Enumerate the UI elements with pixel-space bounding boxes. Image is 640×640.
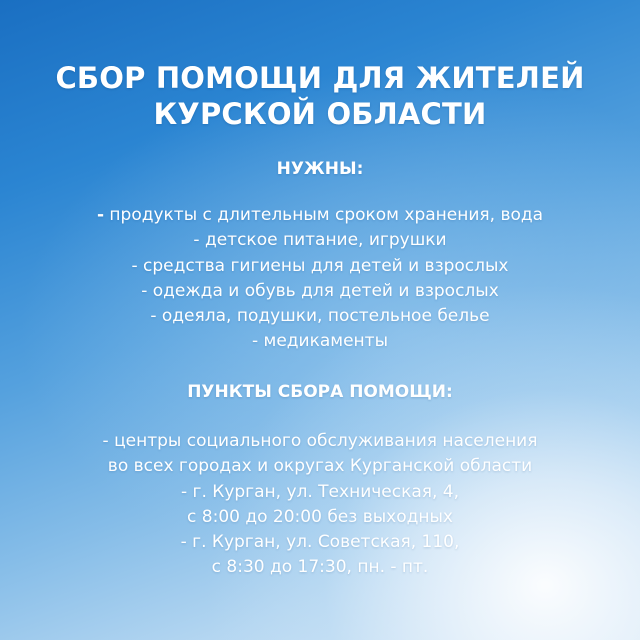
collection-points-heading: ПУНКТЫ СБОРА ПОМОЩИ: (187, 382, 453, 402)
collection-points-list (0, 429, 640, 581)
list-item: - одежда и обувь для детей и взрослых (141, 280, 499, 301)
address-line: с 8:30 до 17:30, пн. - пт. (211, 557, 429, 578)
address-line: - г. Курган, ул. Советская, 110, (180, 532, 460, 553)
list-item: - средства гигиены для детей и взрослых (131, 255, 509, 276)
list-item: - детское питание, игрушки (193, 230, 447, 251)
poster-title (0, 60, 640, 132)
title-line-2: КУРСКОЙ ОБЛАСТИ (153, 97, 487, 131)
needs-heading: НУЖНЫ: (276, 159, 364, 179)
address-line: - центры социального обслуживания населения (102, 431, 538, 451)
address-line: с 8:00 до 20:00 без выходных (187, 506, 453, 527)
list-item: - медикаменты (251, 331, 389, 352)
title-line-1: СБОР ПОМОЩИ ДЛЯ ЖИТЕЛЕЙ (55, 61, 585, 95)
list-item: - одеяла, подушки, постельное белье (150, 306, 490, 327)
list-dash: - (96, 205, 105, 225)
needs-list (0, 203, 640, 355)
address-line: - г. Курган, ул. Техническая, 4, (180, 481, 460, 502)
list-item-text: продукты с длительным сроком хранения, вода (104, 205, 544, 225)
list-item (0, 203, 640, 228)
address-line: во всех городах и округах Курганской области (107, 456, 533, 477)
